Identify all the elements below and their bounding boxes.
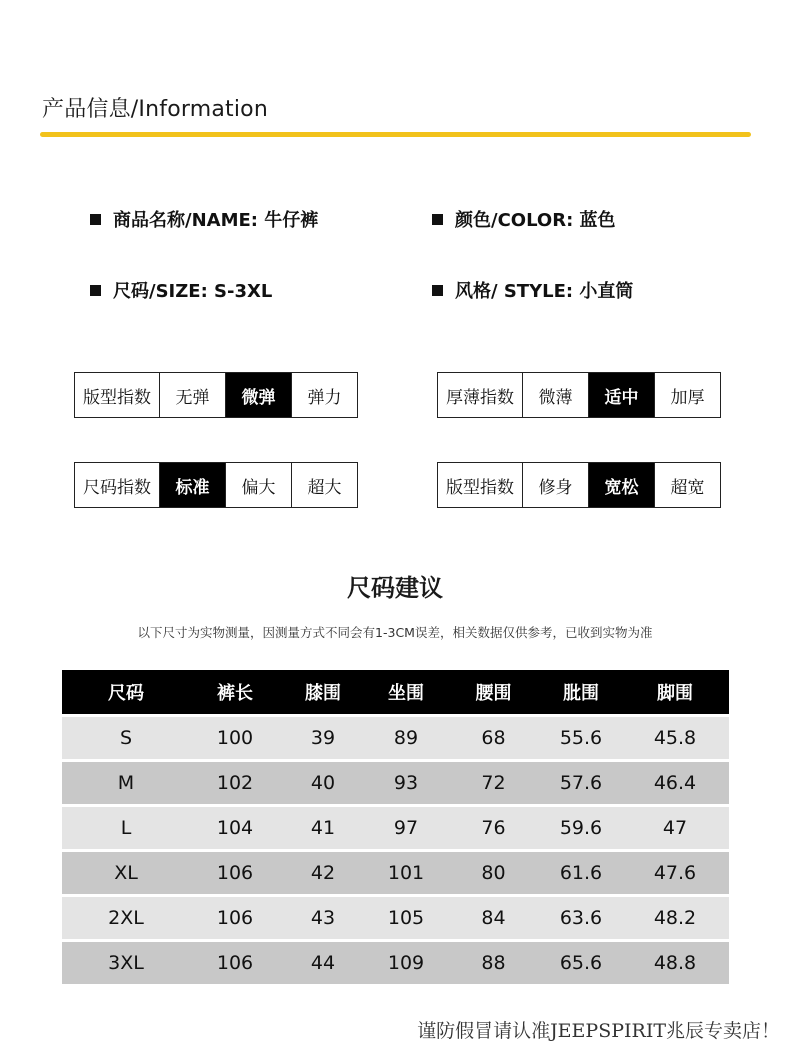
table-cell: 48.8 bbox=[621, 942, 729, 984]
index-option: 超大 bbox=[291, 463, 357, 507]
column-header: 肶围 bbox=[541, 670, 621, 714]
table-cell: 55.6 bbox=[541, 717, 621, 759]
table-cell: 41 bbox=[280, 807, 366, 849]
table-cell: 93 bbox=[366, 762, 446, 804]
size-section-note: 以下尺寸为实物测量，因测量方式不同会有1-3CM误差，相关数据仅供参考，已收到实物为准 bbox=[137, 625, 653, 640]
table-cell: 47.6 bbox=[621, 852, 729, 894]
table-cell: 3XL bbox=[62, 942, 190, 984]
table-cell: S bbox=[62, 717, 190, 759]
table-cell: 42 bbox=[280, 852, 366, 894]
table-cell: 57.6 bbox=[541, 762, 621, 804]
index-option: 微弹 bbox=[225, 373, 291, 417]
table-cell: 89 bbox=[366, 717, 446, 759]
table-cell: 59.6 bbox=[541, 807, 621, 849]
table-cell: 101 bbox=[366, 852, 446, 894]
table-cell: 104 bbox=[190, 807, 280, 849]
accent-divider bbox=[40, 132, 751, 137]
table-cell: 63.6 bbox=[541, 897, 621, 939]
table-cell: 68 bbox=[446, 717, 541, 759]
table-cell: 61.6 bbox=[541, 852, 621, 894]
table-row bbox=[62, 897, 729, 939]
table-row bbox=[62, 762, 729, 804]
footer-notice: 谨防假冒请认准JEEPSPIRIT兆辰专卖店！ bbox=[417, 1020, 780, 1042]
column-header: 裤长 bbox=[190, 670, 280, 714]
table-cell: 88 bbox=[446, 942, 541, 984]
index-option: 修身 bbox=[522, 463, 588, 507]
index-size-fit bbox=[74, 462, 358, 508]
table-cell: 72 bbox=[446, 762, 541, 804]
table-cell: 105 bbox=[366, 897, 446, 939]
info-size-text: 尺码/SIZE: S-3XL bbox=[113, 281, 273, 302]
table-cell: XL bbox=[62, 852, 190, 894]
table-cell: 40 bbox=[280, 762, 366, 804]
info-size bbox=[90, 277, 272, 303]
index-elasticity bbox=[74, 372, 358, 418]
table-cell: 106 bbox=[190, 852, 280, 894]
table-cell: 84 bbox=[446, 897, 541, 939]
table-cell: 43 bbox=[280, 897, 366, 939]
table-cell: 65.6 bbox=[541, 942, 621, 984]
table-cell: 106 bbox=[190, 897, 280, 939]
index-option: 微薄 bbox=[522, 373, 588, 417]
size-table bbox=[62, 667, 729, 987]
bullet-square-icon bbox=[90, 285, 101, 296]
table-cell: 106 bbox=[190, 942, 280, 984]
table-cell: 46.4 bbox=[621, 762, 729, 804]
index-option: 标准 bbox=[159, 463, 225, 507]
column-header: 坐围 bbox=[366, 670, 446, 714]
index-label: 尺码指数 bbox=[83, 477, 151, 498]
table-row bbox=[62, 807, 729, 849]
table-cell: 2XL bbox=[62, 897, 190, 939]
column-header: 膝围 bbox=[280, 670, 366, 714]
table-row bbox=[62, 717, 729, 759]
index-label: 厚薄指数 bbox=[446, 387, 514, 408]
index-option: 超宽 bbox=[654, 463, 720, 507]
info-name-text: 商品名称/NAME: 牛仔裤 bbox=[113, 210, 319, 231]
index-label: 版型指数 bbox=[446, 477, 514, 498]
table-cell: 76 bbox=[446, 807, 541, 849]
index-option: 加厚 bbox=[654, 373, 720, 417]
column-header: 脚围 bbox=[621, 670, 729, 714]
index-option: 宽松 bbox=[588, 463, 654, 507]
bullet-square-icon bbox=[432, 285, 443, 296]
table-cell: 100 bbox=[190, 717, 280, 759]
index-option: 偏大 bbox=[225, 463, 291, 507]
column-header: 尺码 bbox=[62, 670, 190, 714]
info-style-text: 风格/ STYLE: 小直筒 bbox=[455, 281, 634, 302]
table-cell: 109 bbox=[366, 942, 446, 984]
column-header: 腰围 bbox=[446, 670, 541, 714]
info-color-text: 颜色/COLOR: 蓝色 bbox=[455, 210, 616, 231]
bullet-square-icon bbox=[432, 214, 443, 225]
table-cell: 97 bbox=[366, 807, 446, 849]
table-cell: 102 bbox=[190, 762, 280, 804]
table-cell: 80 bbox=[446, 852, 541, 894]
table-cell: 45.8 bbox=[621, 717, 729, 759]
table-header-row bbox=[62, 670, 729, 714]
table-cell: 39 bbox=[280, 717, 366, 759]
bullet-square-icon bbox=[90, 214, 101, 225]
table-row bbox=[62, 942, 729, 984]
index-option: 适中 bbox=[588, 373, 654, 417]
table-cell: 48.2 bbox=[621, 897, 729, 939]
index-option: 无弹 bbox=[159, 373, 225, 417]
index-silhouette bbox=[437, 462, 721, 508]
size-section-title: 尺码建议 bbox=[347, 574, 443, 602]
table-cell: 47 bbox=[621, 807, 729, 849]
table-cell: 44 bbox=[280, 942, 366, 984]
index-thickness bbox=[437, 372, 721, 418]
info-name bbox=[90, 206, 318, 232]
table-cell: L bbox=[62, 807, 190, 849]
index-label: 版型指数 bbox=[83, 387, 151, 408]
section-title: 产品信息/Information bbox=[42, 97, 268, 122]
table-row bbox=[62, 852, 729, 894]
table-cell: M bbox=[62, 762, 190, 804]
index-option: 弹力 bbox=[291, 373, 357, 417]
info-style bbox=[432, 277, 633, 303]
info-color bbox=[432, 206, 616, 232]
